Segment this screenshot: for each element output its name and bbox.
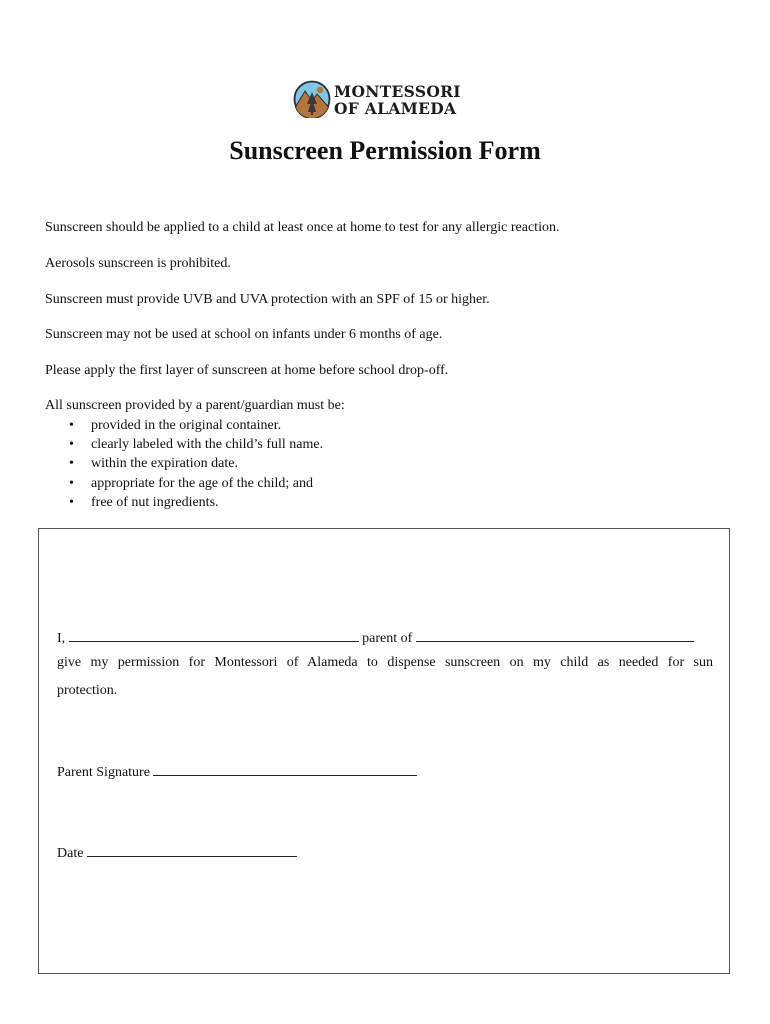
paragraph-allergy-test: Sunscreen should be applied to a child at least once at home to test for any allergic reaction. (45, 220, 560, 235)
bullet-icon: • (69, 437, 74, 453)
paragraph-requirements-intro: All sunscreen provided by a parent/guardian must be: (45, 398, 345, 413)
requirements-list (69, 416, 323, 512)
signature-label: Parent Signature (57, 765, 150, 780)
name-line (57, 628, 694, 647)
page-title: Sunscreen Permission Form (229, 136, 541, 165)
parent-name-field[interactable] (69, 628, 359, 642)
list-item-text: appropriate for the age of the child; and (91, 475, 313, 491)
list-item (69, 416, 323, 435)
i-label: I, (57, 631, 66, 646)
list-item-text: clearly labeled with the child’s full name. (91, 437, 324, 453)
list-item-text: free of nut ingredients. (91, 494, 219, 510)
permission-statement-line2: protection. (57, 683, 118, 698)
list-item (69, 435, 323, 454)
paragraph-aerosols: Aerosols sunscreen is prohibited. (45, 256, 231, 271)
list-item-text: provided in the original container. (91, 418, 282, 433)
list-item-text: within the expiration date. (91, 456, 238, 472)
list-item (69, 493, 323, 512)
date-field[interactable] (87, 843, 297, 857)
list-item (69, 454, 323, 473)
bullet-icon: • (69, 456, 74, 472)
child-name-field[interactable] (416, 628, 694, 642)
logo-text-line1: MONTESSORI (334, 82, 461, 101)
date-label: Date (57, 846, 84, 861)
bullet-icon: • (69, 494, 74, 510)
list-item (69, 474, 323, 493)
parent-of-label: parent of (362, 631, 413, 646)
parent-signature-field[interactable] (153, 762, 417, 776)
paragraph-spf: Sunscreen must provide UVB and UVA protection with an SPF of 15 or higher. (45, 292, 490, 307)
mountain-tree-logo-icon (293, 80, 331, 118)
date-line (57, 843, 297, 862)
permission-form-box (38, 528, 730, 974)
bullet-icon: • (69, 475, 74, 491)
paragraph-infants: Sunscreen may not be used at school on infants under 6 months of age. (45, 327, 443, 342)
logo-text-line2: OF ALAMEDA (334, 99, 457, 118)
paragraph-first-layer: Please apply the first layer of sunscreen at home before school drop-off. (45, 363, 449, 378)
bullet-icon: • (69, 418, 74, 433)
school-logo (293, 80, 483, 120)
permission-statement-line1: give my permission for Montessori of Alameda to dispense sunscreen on my child as needed for sun (57, 655, 713, 670)
signature-line (57, 762, 417, 781)
